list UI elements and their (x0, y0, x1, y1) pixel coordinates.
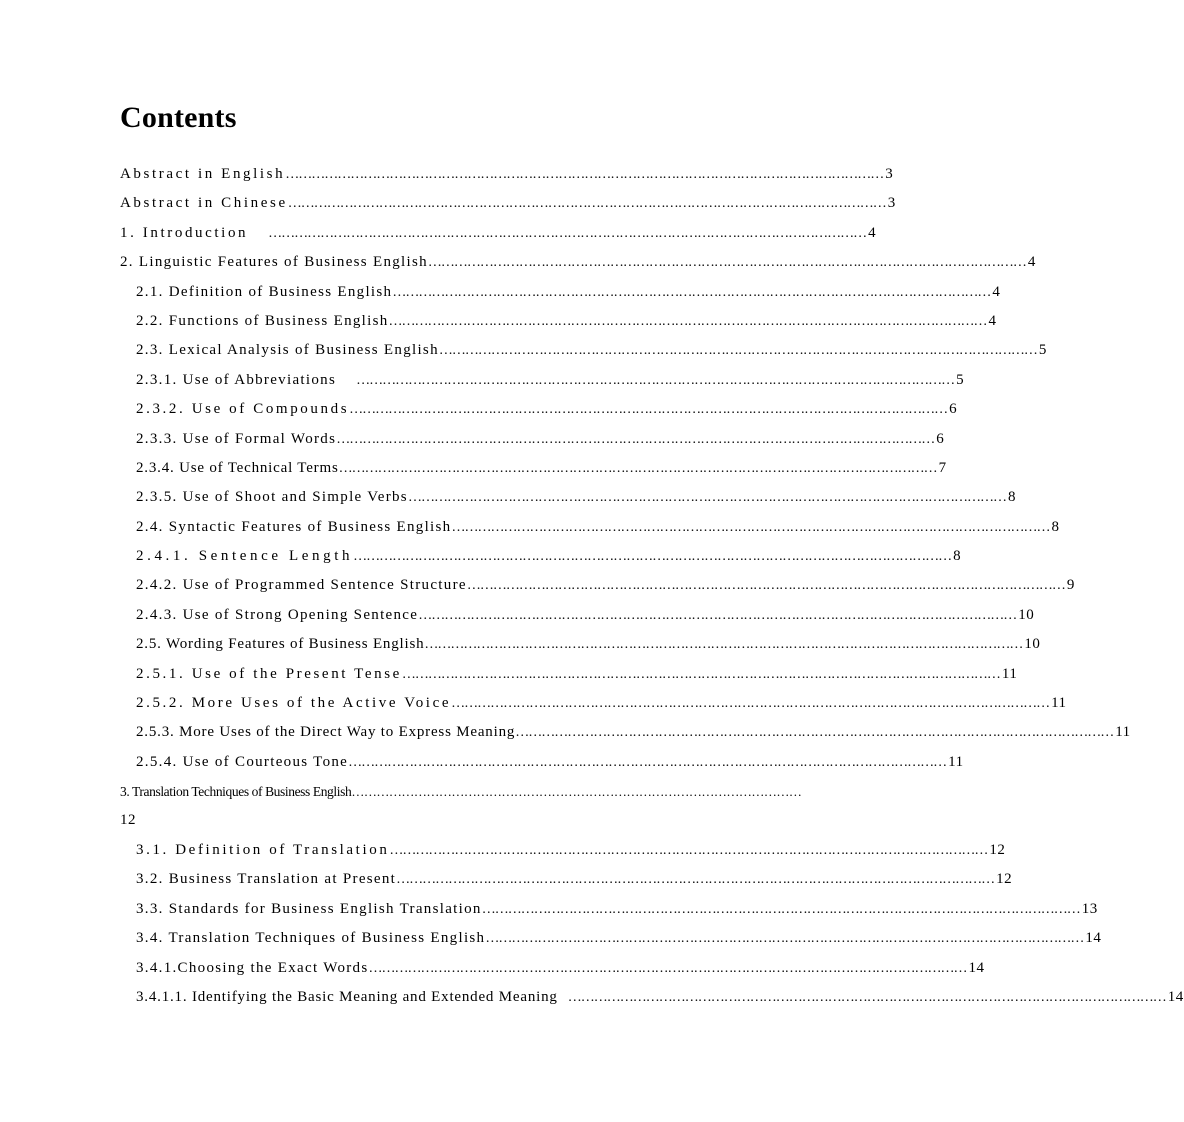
toc-entry-2-3-2[interactable] (120, 395, 958, 424)
toc-page-number: 14 (1167, 988, 1184, 1005)
toc-entry-label: 1. Introduction (120, 224, 249, 241)
toc-dot-leader: ………………………………………………………………………………………………………………………… (353, 549, 952, 565)
toc-entry-2-5-2[interactable] (120, 689, 1067, 718)
toc-entry-linguistic-features[interactable] (120, 248, 1036, 277)
toc-page-number: 8 (1007, 489, 1016, 506)
toc-dot-leader: ………………………………………………………………………………………………………………………… (348, 754, 947, 770)
toc-page-number: 6 (949, 401, 958, 418)
toc-page-number: 11 (1051, 695, 1067, 712)
toc-dot-leader: ………………………………………………………………………………………………………………………… (268, 225, 867, 241)
toc-dot-leader: ……………………………………………………………………………………………… (351, 784, 802, 800)
toc-entry-2-5-1[interactable] (120, 660, 1018, 689)
toc-page-number: 4 (988, 312, 997, 329)
toc-entry-2-4-3[interactable] (120, 601, 1035, 630)
toc-dot-leader: ………………………………………………………………………………………………………………………… (388, 313, 987, 329)
toc-entry-label: 3.4.1.1. Identifying the Basic Meaning and Extended Meaning (136, 988, 558, 1005)
toc-entry-introduction[interactable] (120, 219, 877, 248)
toc-page-number: 13 (1081, 900, 1098, 917)
toc-page-number: 8 (953, 548, 962, 565)
toc-entry-2-4[interactable] (120, 513, 1060, 542)
toc-entry-2-3-1[interactable] (120, 366, 965, 395)
toc-entry-3-2[interactable] (120, 865, 1013, 894)
toc-page-number: 3 (887, 195, 896, 212)
toc-page-number: 8 (1051, 518, 1060, 535)
toc-entry-label: 2.3. Lexical Analysis of Business English (136, 342, 439, 359)
toc-page-number: 11 (1115, 724, 1131, 741)
toc-page-number: 3 (885, 166, 894, 182)
toc-entry-label: 3.4.1.Choosing the Exact Words (136, 959, 369, 976)
toc-entry-2-5[interactable] (120, 630, 1041, 659)
toc-dot-leader: ………………………………………………………………………………………………………………………… (451, 519, 1050, 535)
toc-dot-leader: ………………………………………………………………………………………………………………………… (407, 490, 1006, 506)
toc-page-number: 12 (996, 871, 1013, 888)
toc-page-number: 7 (938, 459, 947, 476)
toc-dot-leader: ………………………………………………………………………………………………………………………… (438, 343, 1037, 359)
toc-dot-leader: ………………………………………………………………………………………………………………………… (368, 960, 967, 976)
toc-entry-label: 2.2. Functions of Business English (136, 312, 389, 329)
toc-entry-label: 2.3.2. Use of Compounds (136, 401, 350, 418)
toc-dot-leader: ………………………………………………………………………………………………………………………… (424, 637, 1023, 653)
toc-page-number: 5 (1038, 342, 1047, 359)
toc-entry-label: 3.2. Business Translation at Present (136, 871, 397, 888)
toc-entry-label: 2.5.3. More Uses of the Direct Way to Express Meaning (136, 724, 516, 741)
toc-dot-leader: ………………………………………………………………………………………………………………………… (515, 725, 1114, 741)
toc-entry-2-4-1[interactable] (120, 542, 962, 571)
toc-dot-leader: ………………………………………………………………………………………………………………………… (401, 666, 1000, 682)
toc-dot-leader: ………………………………………………………………………………………………………………………… (285, 167, 884, 182)
toc-dot-leader: ………………………………………………………………………………………………………………………… (389, 842, 988, 858)
toc-dot-leader: ………………………………………………………………………………………………………………………… (567, 989, 1166, 1005)
toc-entry-3-1[interactable] (120, 836, 1006, 865)
toc-dot-leader: ………………………………………………………………………………………………………………………… (336, 431, 935, 447)
toc-page-number: 4 (992, 283, 1001, 300)
toc-entry-label: 2.4.1. Sentence Length (136, 548, 354, 565)
toc-entry-2-3[interactable] (120, 336, 1047, 365)
toc-entry-label: 2.1. Definition of Business English (136, 283, 393, 300)
toc-entry-label: 2.3.4. Use of Technical Terms (136, 459, 339, 476)
toc-dot-leader: ………………………………………………………………………………………………………………………… (466, 578, 1065, 594)
toc-dot-leader: ………………………………………………………………………………………………………………………… (485, 931, 1084, 947)
toc-entry-label: 2.4.3. Use of Strong Opening Sentence (136, 606, 419, 623)
toc-page-number: 5 (956, 371, 965, 388)
toc-page-number: 14 (1085, 930, 1102, 947)
toc-entry-label: 3.1. Definition of Translation (136, 841, 390, 858)
toc-entry-label: 2.3.1. Use of Abbreviations (136, 371, 337, 388)
toc-page-number: 11 (948, 753, 964, 770)
toc-dot-leader: ………………………………………………………………………………………………………………………… (481, 901, 1080, 917)
toc-entry-label: Abstract in Chinese (120, 195, 288, 212)
toc-entry-label: 3.3. Standards for Business English Translation (136, 900, 482, 917)
toc-dot-leader: ………………………………………………………………………………………………………………………… (392, 284, 991, 300)
toc-entry-abstract-english[interactable] (120, 160, 894, 189)
toc-page-number: 10 (1024, 636, 1041, 653)
toc-page-number: 10 (1018, 606, 1035, 623)
toc-page-number: 12 (989, 841, 1006, 858)
toc-entry-2-2[interactable] (120, 307, 997, 336)
toc-dot-leader: ………………………………………………………………………………………………………………………… (349, 402, 948, 418)
toc-entry-label: 3.4. Translation Techniques of Business English (136, 930, 486, 947)
toc-entry-3-3[interactable] (120, 895, 1098, 924)
toc-entry-label: 2.3.5. Use of Shoot and Simple Verbs (136, 489, 408, 506)
toc-entry-label: 2.5.2. More Uses of the Active Voice (136, 695, 452, 712)
toc-entry-label: 2. Linguistic Features of Business English (120, 254, 428, 271)
toc-entry-2-4-2[interactable] (120, 571, 1075, 600)
toc-entry-label: 2.5.1. Use of the Present Tense (136, 665, 402, 682)
toc-entry-3-4-1-1[interactable] (120, 983, 1184, 1012)
toc-entry-label: 2.4.2. Use of Programmed Sentence Structure (136, 577, 467, 594)
toc-page-number: 14 (968, 959, 985, 976)
toc-page-number: 4 (1027, 254, 1036, 271)
toc-dot-leader: ………………………………………………………………………………………………………………………… (427, 255, 1026, 271)
toc-entry-3-4[interactable] (120, 924, 1102, 953)
toc-page-number: 11 (1001, 665, 1018, 682)
table-of-contents (120, 160, 1184, 1012)
toc-entry-2-1[interactable] (120, 278, 1001, 307)
toc-entry-label: 2.4. Syntactic Features of Business English (136, 518, 452, 535)
toc-dot-leader: ………………………………………………………………………………………………………………………… (356, 372, 955, 388)
toc-page-number: 4 (868, 224, 877, 241)
toc-page-number: 6 (936, 430, 945, 447)
toc-entry-2-3-5[interactable] (120, 483, 1016, 512)
toc-page-number: 9 (1066, 577, 1075, 594)
toc-entry-translation-techniques[interactable] (120, 777, 802, 806)
toc-entry-label: 3. Translation Techniques of Business English (120, 784, 352, 800)
toc-entry-2-5-4[interactable] (120, 748, 964, 777)
toc-entry-2-3-3[interactable] (120, 425, 945, 454)
toc-entry-label: 2.5.4. Use of Courteous Tone (136, 753, 349, 770)
toc-entry-abstract-chinese[interactable] (120, 189, 896, 218)
toc-entry-3-4-1[interactable] (120, 954, 985, 983)
toc-entry-label: 2.3.3. Use of Formal Words (136, 430, 337, 447)
page-title: Contents (120, 101, 237, 134)
toc-page-number-wrapped: 12 (120, 811, 136, 828)
toc-entry-label: 2.5. Wording Features of Business English (136, 636, 425, 653)
toc-dot-leader: ………………………………………………………………………………………………………………………… (451, 696, 1050, 712)
toc-entry-2-3-4[interactable] (120, 454, 947, 483)
toc-dot-leader: ………………………………………………………………………………………………………………………… (287, 196, 886, 212)
toc-dot-leader: ………………………………………………………………………………………………………………………… (396, 872, 995, 888)
toc-entry-2-5-3[interactable] (120, 718, 1131, 747)
toc-dot-leader: ………………………………………………………………………………………………………………………… (338, 460, 937, 476)
toc-dot-leader: ………………………………………………………………………………………………………………………… (418, 607, 1017, 623)
toc-entry-label: Abstract in English (120, 166, 286, 182)
